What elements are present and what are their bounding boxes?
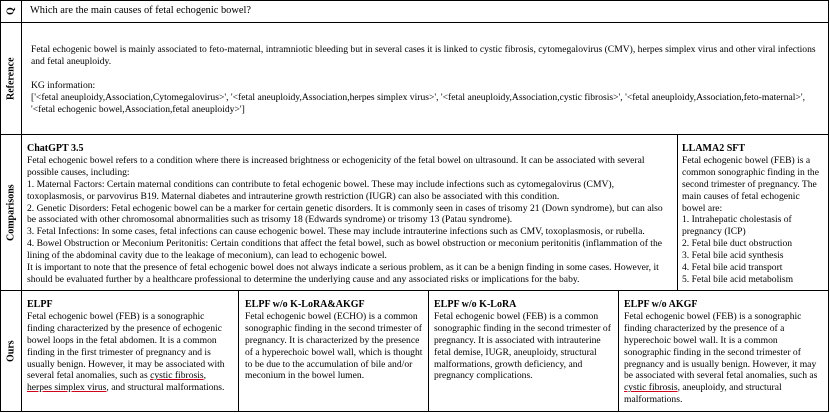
rule-label-column xyxy=(21,0,22,412)
elpf-body: Fetal echogenic bowel (FEB) is a sonographic finding characterized by the presence of echogenic bowel loops in the fetal abdomen. It is a common finding in the first trimester of pregnancy and is usually benign. However, it may be associated with several fetal anomalies, such as xyxy=(27,310,225,382)
no-lora-text: Fetal echogenic bowel (FEB) is a common sonographic finding in the second trimester of pregnancy. It is associated with intrauterine fetal demise, IUGR, aneuploidy, structural malformations, growth deficiency, and pregnancy complications. xyxy=(434,310,611,382)
elpf-title: ELPF xyxy=(27,299,53,310)
no-akgf-cell xyxy=(624,299,826,406)
elpf-separator: , xyxy=(203,370,207,382)
rule-ours-split-3 xyxy=(618,290,619,411)
rule-comparison-split xyxy=(677,134,678,290)
chatgpt-item: 2. Genetic Disorders: Fetal echogenic bowel can be a marker for certain genetic disorders. It is commonly seen in cases of trisomy 21 (Down syndrome), but can also be associated with other chromosomal abnormalities such as trisomy 18 (Edwards syndrome) or trisomy 13 (Patau syndrome). xyxy=(27,202,663,226)
label-comparisons: Comparisons xyxy=(5,184,17,241)
rule-ours-split-2 xyxy=(428,290,429,411)
elpf-highlight-cystic-fibrosis: cystic fibrosis xyxy=(150,370,204,382)
chatgpt-item: 1. Maternal Factors: Certain maternal conditions can contribute to fetal echogenic bowel. These may include infections such as cytomegalovirus (CMV), toxoplasmosis, or parvovirus B19. Maternal diabetes and intrauterine growth restriction (IUGR) can also be associated with this condition. xyxy=(27,178,614,202)
no-lora-akgf-text: Fetal echogenic bowel (ECHO) is a common sonographic finding in the second trimester of pregnancy. It is characterized by the presence of a hyperechoic bowel wall, which is thought to be due to the accumulation of bile and/or meconium in the bowel lumen. xyxy=(245,310,423,382)
chatgpt-item: 3. Fetal Infections: In some cases, fetal infections can cause echogenic bowel. These may include intrauterine infections such as CMV, toxoplasmosis, or rubella. xyxy=(27,226,645,238)
no-lora-akgf-title: ELPF w/o K-LoRA&AKGF xyxy=(245,299,365,310)
llama-item: 5. Fetal bile acid metabolism xyxy=(682,273,794,285)
question-text: Which are the main causes of fetal echogenic bowel? xyxy=(30,5,251,16)
kg-text: ['<fetal aneuploidy,Association,Cytomegalovirus>', '<fetal aneuploidy,Association,herpes simplex virus>', '<fetal aneuploidy,Association,cystic fibrosis>', '<fetal aneuploidy,Association,feto-maternal>', '<fetal echogenic bowel,Association,fetal aneuploidy>'] xyxy=(31,91,805,115)
label-reference: Reference xyxy=(5,57,17,100)
llama-item: 4. Fetal bile acid transport xyxy=(682,262,783,274)
rule-after-reference xyxy=(0,134,829,135)
no-akgf-title: ELPF w/o AKGF xyxy=(624,299,698,310)
llama-item: 3. Fetal bile acid synthesis xyxy=(682,250,784,262)
rule-after-question xyxy=(0,22,829,23)
kg-label: KG information: xyxy=(31,79,96,91)
chatgpt-cell xyxy=(27,143,673,286)
label-ours: Ours xyxy=(5,340,17,362)
rule-after-comparisons xyxy=(0,290,829,291)
no-akgf-text xyxy=(624,311,826,406)
no-lora-title: ELPF w/o K-LoRA xyxy=(434,299,517,310)
llama-title: LLAMA2 SFT xyxy=(682,143,746,154)
chatgpt-title: ChatGPT 3.5 xyxy=(27,143,84,154)
elpf-cell xyxy=(27,299,233,394)
chatgpt-outro: It is important to note that the presence of fetal echogenic bowel does not always indicate a serious problem, as it can be a benign finding in some cases. However, it should be evaluated further by a healthcare professional to determine the underlying cause and any associated risks or implications for the baby. xyxy=(27,262,659,285)
elpf-tail: , and structural malformations. xyxy=(106,382,225,394)
reference-cell xyxy=(31,44,829,116)
no-lora-akgf-cell xyxy=(245,299,423,382)
rule-bottom xyxy=(0,411,829,412)
no-akgf-highlight-cystic-fibrosis: cystic fibrosis xyxy=(624,382,678,394)
llama-item: 1. Intrahepatic cholestasis of pregnancy (ICP) xyxy=(682,214,792,238)
llama-intro: Fetal echogenic bowel (FEB) is a common sonographic finding in the second trimester of pregnancy. The main causes of fetal echogenic bowel are: xyxy=(682,154,819,214)
chatgpt-intro: Fetal echogenic bowel refers to a condition where there is increased brightness or echogenicity of the fetal bowel on ultrasound. It can be associated with several possible causes, including: xyxy=(27,154,645,178)
label-q: Q xyxy=(5,7,17,16)
elpf-text xyxy=(27,311,233,394)
no-lora-cell xyxy=(434,299,614,382)
reference-text: Fetal echogenic bowel is mainly associated to feto-maternal, intramniotic bleeding but in several cases it is linked to cystic fibrosis, cytomegalovirus (CMV), herpes simplex virus and other viral infections and fetal aneuploidy. xyxy=(31,44,816,67)
llama-cell xyxy=(682,143,825,286)
chatgpt-item: 4. Bowel Obstruction or Meconium Peritonitis: Certain conditions that affect the fetal bowel, such as bowel obstruction or meconium peritonitis (inflammation of the lining of the abdominal cavity due to the leakage of meconium), can lead to echogenic bowel. xyxy=(27,238,663,262)
no-akgf-body: Fetal echogenic bowel (FEB) is a sonographic finding characterized by the presence of a hyperechoic bowel wall. It is a common sonographic finding in the second trimester of pregnancy and is usually benign. However, it may be associated with several fetal anomalies, such as xyxy=(624,310,818,382)
rule-ours-split-1 xyxy=(238,290,239,411)
llama-item: 2. Fetal bile duct obstruction xyxy=(682,238,793,250)
no-akgf-tail: , aneuploidy, and structural malformations. xyxy=(624,382,782,406)
elpf-highlight-herpes: herpes simplex virus xyxy=(27,382,107,394)
rule-top xyxy=(0,0,829,1)
